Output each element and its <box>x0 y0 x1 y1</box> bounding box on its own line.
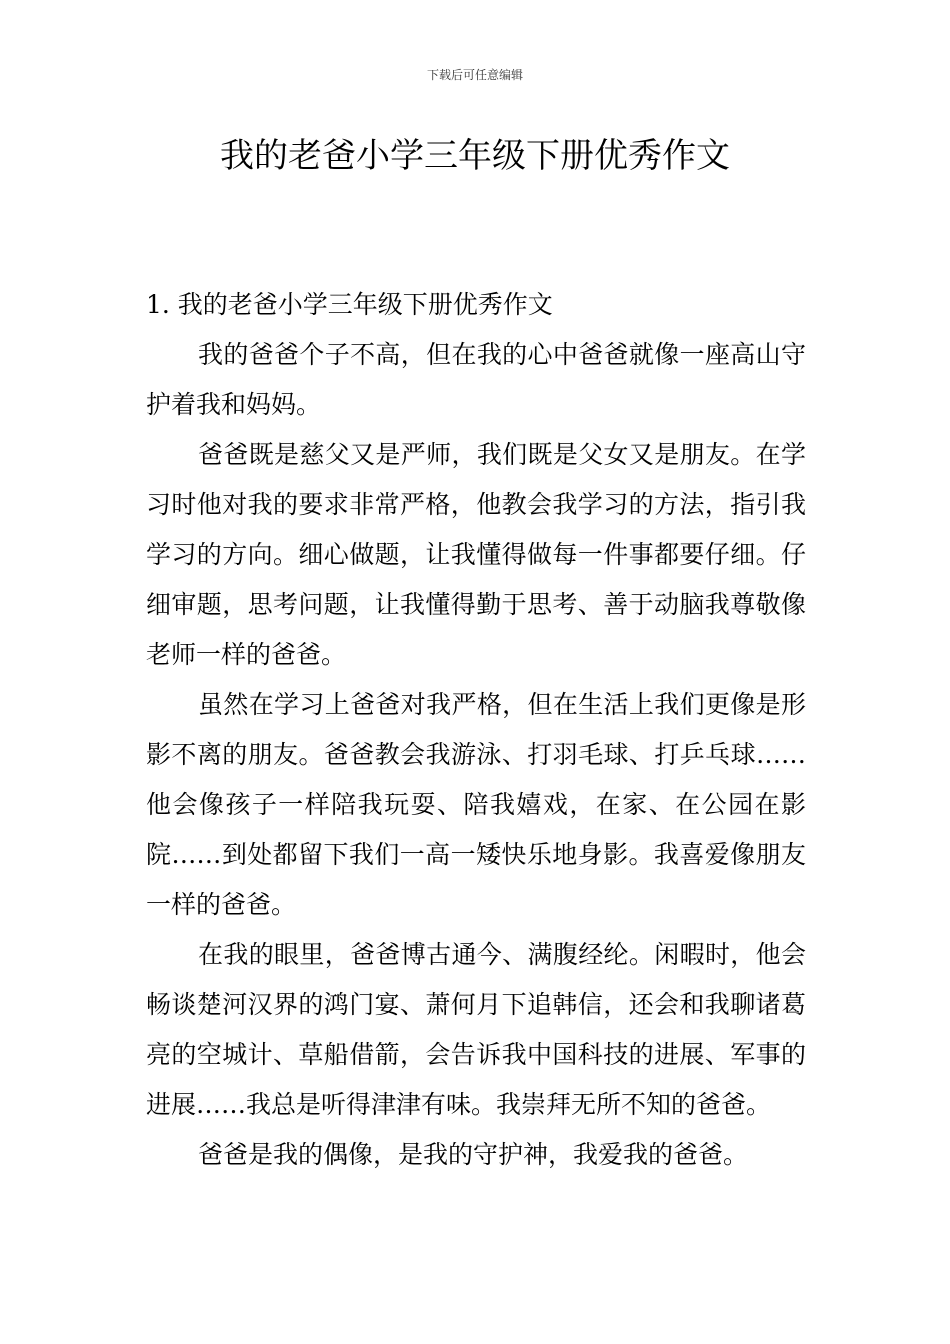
paragraph-2: 爸爸既是慈父又是严师，我们既是父女又是朋友。在学习时他对我的要求非常严格，他教会我学习的方法，指引我学习的方向。细心做题，让我懂得做每一件事都要仔细。仔细审题，思考问题，让我懂得勤于思考、善于动脑我尊敬像老师一样的爸爸。 <box>146 440 806 669</box>
paragraph-5: 爸爸是我的偶像，是我的守护神，我爱我的爸爸。 <box>198 1140 749 1169</box>
header-note: 下载后可任意编辑 <box>426 68 523 82</box>
document-title: 我的老爸小学三年级下册优秀作文 <box>220 136 730 176</box>
paragraph-1: 我的爸爸个子不高，但在我的心中爸爸就像一座高山守护着我和妈妈。 <box>146 340 806 419</box>
section-heading: 1. 我的老爸小学三年级下册优秀作文 <box>146 290 553 319</box>
paragraph-3: 虽然在学习上爸爸对我严格，但在生活上我们更像是形影不离的朋友。爸爸教会我游泳、打羽毛球、打乒乓球……他会像孩子一样陪我玩耍、陪我嬉戏，在家、在公园在影 院……到处都留下我们一高一矮快乐地身影。我喜爱像朋友一样的爸爸。 <box>146 690 806 919</box>
document-body <box>146 280 806 1180</box>
paragraph-4: 在我的眼里，爸爸博古通今、满腹经纶。闲暇时，他会畅谈楚河汉界的鸿门宴、萧何月下追韩信，还会和我聊诸葛亮的空城计、草船借箭，会告诉我中国科技的进展、军事的进展……我总是听得津津有味。我崇拜无所不知的爸爸。 <box>146 940 806 1119</box>
